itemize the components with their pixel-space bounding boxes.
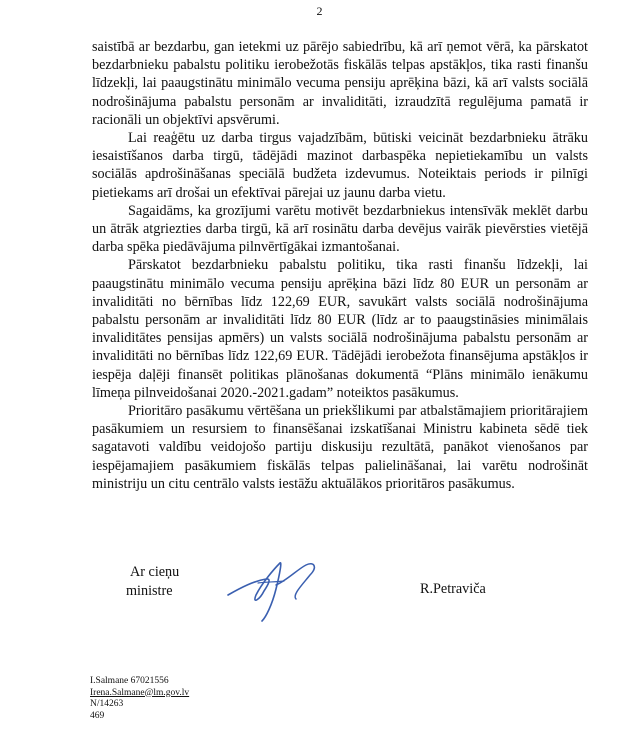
paragraph-priority-measures: Prioritāro pasākumu vērtēšana un priekšlikumi par atbalstāmajiem prioritārajiem pasākumiem un resursiem to finansēšanai izskatīšanai Ministru kabineta sēdē tiek sagatavoti valdību veidojošo partiju diskusiju rezultātā, panākot vienošanos par iespējamajiem pasākumiem fiskālās telpas palielināšanai, lai varētu nodrošināt ministriju un citu centrālo valsts iestāžu aktuālākos prioritāros pasākumus. <box>92 403 588 492</box>
signer-name: R.Petraviča <box>420 581 486 597</box>
paragraph-funding: Pārskatot bezdarbnieku pabalstu politiku, tika rasti finanšu līdzekļi, lai paaugstinātu minimālo vecuma pensiju aprēķina bāzi līdz 80 EUR un personām ar invaliditāti no bērnības līdz 122,69 EUR, savukārt valsts sociālā nodrošinājuma pabalstu personām ar invaliditāti līdz 80 EUR (līdz ar to paaugstināsies minimālais invaliditātes pensijas apmērs) un valsts sociālā nodrošinājuma pabalstu personām ar invaliditāti no bērnības līdz 122,69 EUR. Tādējādi ierobežota finansējuma apstākļos ir iespēja daļēji finansēt politikas plānošanas dokumentā “Plāns minimālo ienākumu līmeņa pilnveidošanai 2020.-2021.gadam” noteiktos pasākumus. <box>92 257 588 401</box>
letter-body <box>92 38 588 493</box>
page-number: 2 <box>316 4 323 18</box>
handwritten-signature <box>222 555 332 625</box>
closing-greeting: Ar cieņu <box>130 564 180 580</box>
contact-info <box>90 676 189 722</box>
paragraph-labor-market: Lai reaģētu uz darba tirgus vajadzībām, būtiski veicināt bezdarbnieku ātrāku iesaistīšanos darba tirgū, tādējādi mazinot darbaspēka nepietiekamību un valsts sociālās apdrošināšanas speciālā budžeta izdevumus. Noteiktais periods ir pilnīgi pietiekams arī drošai un efektīvai pārejai uz jaunu darba vietu. <box>92 130 588 201</box>
closing-block <box>126 563 180 600</box>
contact-code: 469 <box>90 710 105 721</box>
contact-email[interactable]: Irena.Salmane@lm.gov.lv <box>90 687 190 698</box>
contact-phone: I.Salmane 67021556 <box>90 676 169 686</box>
closing-title: ministre <box>126 582 173 599</box>
paragraph-expected-effect: Sagaidāms, ka grozījumi varētu motivēt bezdarbniekus intensīvāk meklēt darbu un ātrāk atgriezties darba tirgū, kā arī rosinātu darba devējus vairāk pievērsties vietējā darba spēka piedāvājuma pilnvērtīgākai izmantošanai. <box>92 202 588 256</box>
contact-reference: N/14263 <box>90 699 124 709</box>
paragraph-continuation: saistībā ar bezdarbu, gan ietekmi uz pārējo sabiedrību, kā arī ņemot vērā, ka pārskatot bezdarbnieku pabalstu politiku ierobežotās fiskālās telpas apstākļos, tika rasti finanšu līdzekļi, lai paaugstinātu minimālo vecuma pensiju aprēķina bāzi, kā arī valsts sociālā nodrošinājuma pabalstu personām ar invaliditāti, izraudzītā regulējuma pamatā ir racionāli un objektīvi apsvērumi. <box>92 39 588 128</box>
